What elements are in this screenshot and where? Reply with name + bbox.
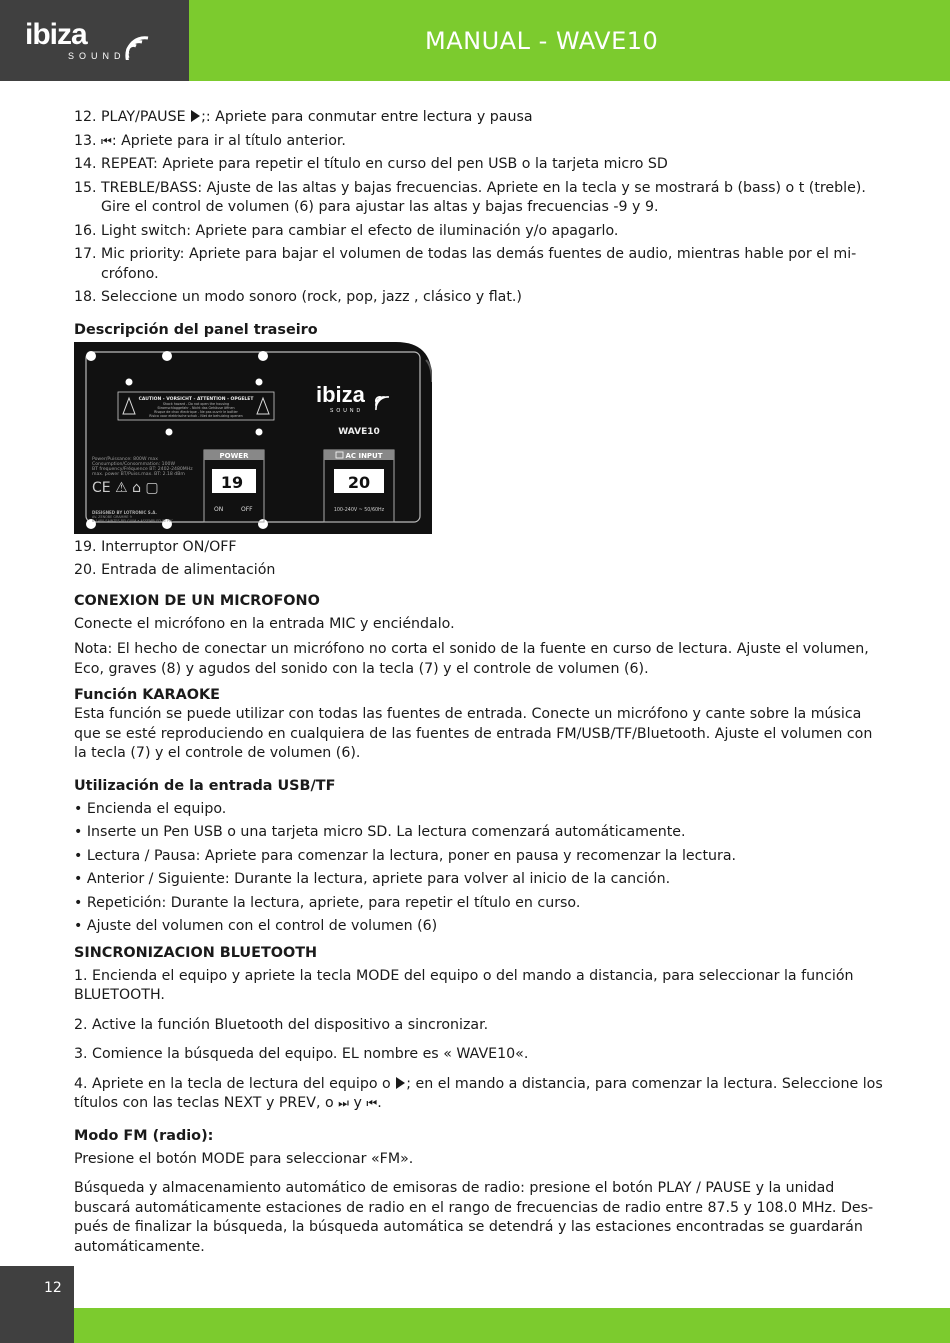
next-track-icon: ⏭ [338,1096,349,1110]
usb-bullet: • Encienda el equipo. [74,800,227,817]
brand-sub: SOUND [68,51,126,61]
spec-line: BT frequency/Fréquence BT: 2402-2480MHz [92,466,193,472]
usb-bullet: • Repetición: Durante la lectura, apriete, para repetir el título en curso. [74,894,581,911]
previous-track-icon: ⏮ [366,1096,378,1110]
rear-panel-image [74,342,432,534]
sound-waves-icon [124,28,164,60]
caution-title: CAUTION - VORSICHT - ATTENTION - OPGELET [138,396,254,402]
usb-bullet: • Inserte un Pen USB o una tarjeta micro SD. La lectura comenzará automáticamente. [74,824,686,840]
bluetooth-step: 1. Encienda el equipo y apriete la tecla MODE del equipo o del mando a distancia, para seleccionar la función BLUETOOTH. [74,967,854,1003]
usb-bullet: • Ajuste del volumen con el control de volumen (6) [74,918,438,934]
rear-panel-heading: Descripción del panel traseiro [74,321,318,338]
power-off-label: OFF [241,505,253,513]
previous-track-icon: ⏮ [101,133,112,148]
caution-line: Stromschlaggefahr - Nicht das Gehäuse öffnen [157,405,235,410]
fm-text: Presione el botón MODE para seleccionar «FM». [74,1150,414,1167]
fm-text: Búsqueda y almacenamiento automático de emisoras de radio: presione el botón PLAY / PAUSE y la unidad buscará automáticamente estaciones de radio en el rango de frecuencias de radio entre 87.5 y 108.0 MHz. Des-pués de finalizar la búsqueda, la búsqueda automática se detendrá y las estaciones encontradas se guardarán automáticamente. [74,1180,874,1255]
power-on-label: ON [214,505,224,513]
page-number: 12 [44,1280,62,1296]
play-pause-icon [191,110,200,122]
list-item: 18. Seleccione un modo sonoro (rock, pop, jazz , clásico y flat.) [74,289,522,305]
ac-voltage: 100-240V ~ 50/60Hz [333,507,385,513]
list-item: 14. REPEAT: Apriete para repetir el título en curso del pen USB o la tarjeta micro SD [74,156,668,172]
fm-heading: Modo FM (radio): [74,1127,214,1144]
karaoke-text: Esta función se puede utilizar con todas las fuentes de entrada. Conecte un micrófono y cante sobre la música que se esté reproduciendo en cualquiera de las fuentes de entrada FM/USB/TF/Bluetooth. Ajuste el volumen con la tecla (7) y el controle de volumen (6). [74,706,873,761]
ac-input-label: AC INPUT [345,451,383,460]
spec-line: Power/Puissance: 800W max [92,456,158,462]
list-item: 13. ⏮: Apriete para ir al título anterior. [74,132,346,149]
karaoke-heading: Función KARAOKE [74,687,220,703]
ac-input-number: 20 [347,472,371,492]
bluetooth-step: 4. Apriete en la tecla de lectura del equipo o ; en el mando a distancia, para comenzar la lectura. Seleccione los títulos con las teclas NEXT y PREV, o ⏭ y ⏮. [74,1075,883,1111]
bluetooth-step: 2. Active la función Bluetooth del dispositivo a sincronizar. [74,1016,489,1033]
power-label: POWER [219,451,249,460]
spec-line: max. power BT/Puiss.max. BT: 2.18 dBm [92,471,185,477]
compliance-marks: CE ⚠ ⌂ ▢ [92,479,159,496]
designer-line: DESIGNED BY LOTRONIC S.A. [92,509,157,515]
rear-item: 20. Entrada de alimentación [74,562,276,578]
list-item: 15. TREBLE/BASS: Ajuste de las altas y bajas frecuencias. Apriete en la tecla y se mostrará b (bass) o t (treble). Gire el control de volumen (6) para ajustar las altas y bajas frecuencias -9 y 9. [74,179,866,215]
panel-model: WAVE10 [338,426,380,437]
panel-brand: ibiza [316,381,365,407]
bluetooth-step: 3. Comience la búsqueda del equipo. EL nombre es « WAVE10«. [74,1046,529,1062]
brand-logo: ibiza [25,18,87,51]
rear-item: 19. Interruptor ON/OFF [74,538,237,555]
footer-band [74,1308,950,1343]
header-logo-block [0,0,189,81]
designer-line: AV. ZENOBE GRAMME 9 [92,514,132,519]
list-item: 12. PLAY/PAUSE ;: Apriete para conmutar entre lectura y pausa [74,109,533,125]
caution-line: Shock hazard - Do not open the housing [162,401,230,406]
bluetooth-heading: SINCRONIZACION BLUETOOTH [74,944,318,961]
mic-heading: CONEXION DE UN MICROFONO [74,592,320,609]
play-icon [396,1077,405,1089]
rear-panel-illustration [74,342,432,534]
list-item: 17. Mic priority: Apriete para bajar el volumen de todas las demás fuentes de audio, mientras hable por el mi-crófono. [74,246,857,282]
caution-line: Risque de choc électrique - Ne pas ouvrir le boîtier [154,409,238,414]
mic-note: Nota: El hecho de conectar un micrófono no corta el sonido de la fuente en curso de lectura. Ajuste el volumen, Eco, graves (8) y agudos del sonido con la tecla (7) y el controle de volumen (6). [74,641,869,677]
designer-line: B-1480 SAINTES BELGIUM • ASSEMBLED IN PRC [92,518,174,523]
usb-bullet: • Anterior / Siguiente: Durante la lectura, apriete para volver al inicio de la canción. [74,871,671,887]
page-number-block [0,1266,74,1343]
caution-line: Risico voor elektrische schok - Niet de behuizing openen [149,413,243,418]
power-number: 19 [220,472,244,492]
page-title: MANUAL - WAVE10 [425,27,659,55]
panel-brand-sub: SOUND [330,407,364,414]
list-item: 16. Light switch: Apriete para cambiar el efecto de iluminación y/o apagarlo. [74,222,619,239]
mic-text: Conecte el micrófono en la entrada MIC y enciéndalo. [74,615,455,632]
usb-heading: Utilización de la entrada USB/TF [74,777,336,794]
usb-bullet: • Lectura / Pausa: Apriete para comenzar la lectura, poner en pausa y recomenzar la lectura. [74,847,737,864]
spec-line: Consumption/Consommation: 100W [92,461,175,467]
main-content [74,108,884,1257]
